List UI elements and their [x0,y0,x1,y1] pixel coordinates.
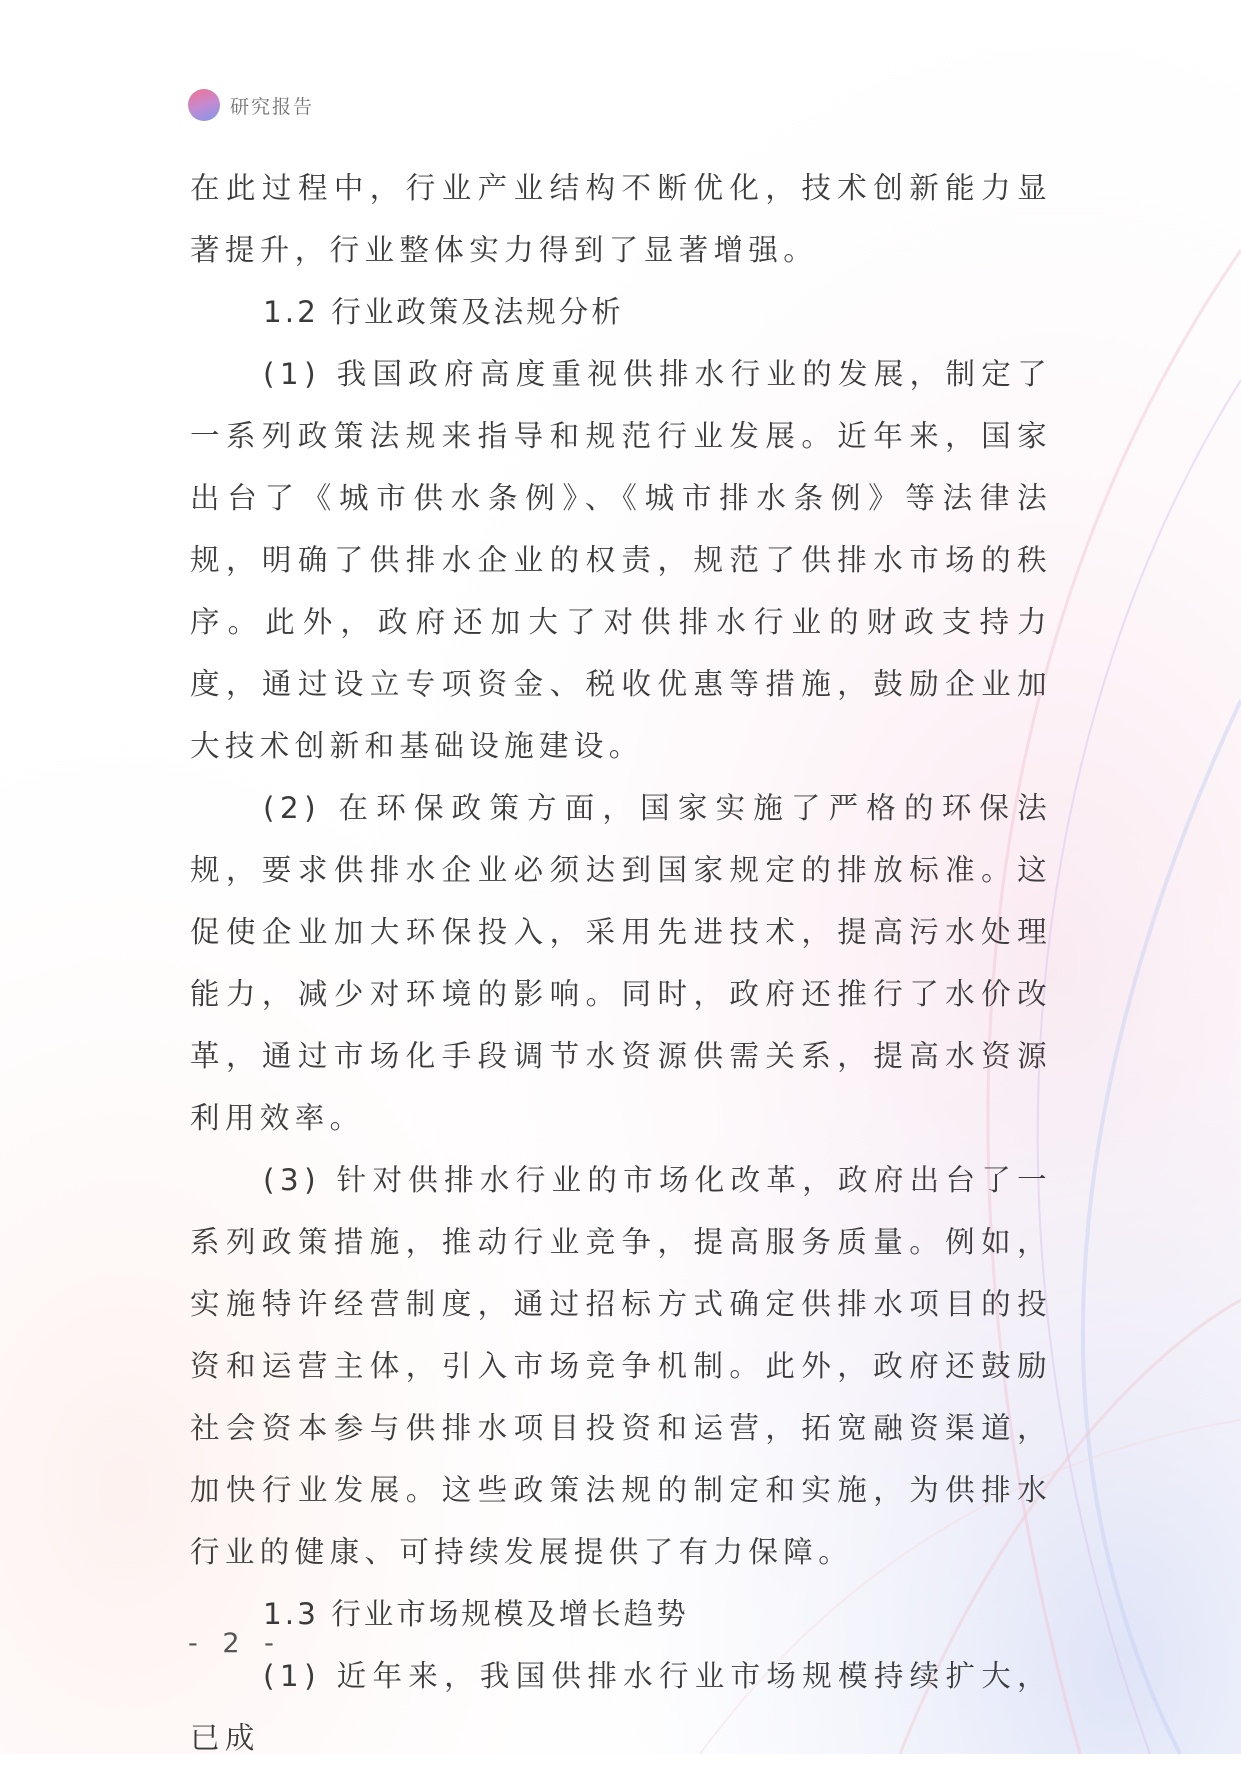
section-heading-1-2: 1.2 行业政策及法规分析 [263,295,624,329]
section-heading-1-3: 1.3 行业市场规模及增长趋势 [263,1597,689,1631]
page-number: - 2 - [188,1628,282,1659]
paragraph-policy-3: (3) 针对供排水行业的市场化改革，政府出台了一系列政策措施，推动行业竞争，提高服务质量。例如，实施特许经营制度，通过招标方式确定供排水项目的投资和运营主体，引入市场竞争机制。此外，政府还鼓励社会资本参与供排水项目投资和运营，拓宽融资渠道，加快行业发展。这些政策法规的制定和实施，为供排水行业的健康、可持续发展提供了有力保障。 [190,1163,1052,1569]
paragraph-policy-1: (1) 我国政府高度重视供排水行业的发展，制定了一系列政策法规来指导和规范行业发展。近年来，国家出台了《城市供水条例》、《城市排水条例》等法律法规，明确了供排水企业的权责，规范了供排水市场的秩序。此外，政府还加大了对供排水行业的财政支持力度，通过设立专项资金、税收优惠等措施，鼓励企业加大技术创新和基础设施建设。 [190,357,1052,763]
paragraph-market-1: (1) 近年来，我国供排水行业市场规模持续扩大，已成 [190,1659,1052,1755]
paragraph-policy-2: (2) 在环保政策方面，国家实施了严格的环保法规，要求供排水企业必须达到国家规定的排放标准。这促使企业加大环保投入，采用先进技术，提高污水处理能力，减少对环境的影响。同时，政府还推行了水价改革，通过市场化手段调节水资源供需关系，提高水资源利用效率。 [190,791,1052,1135]
document-body [190,157,1052,1769]
page-header [188,88,314,122]
paragraph-continuation: 在此过程中，行业产业结构不断优化，技术创新能力显著提升，行业整体实力得到了显著增强。 [190,171,1052,267]
header-title: 研究报告 [230,95,315,118]
logo-icon [188,89,220,121]
